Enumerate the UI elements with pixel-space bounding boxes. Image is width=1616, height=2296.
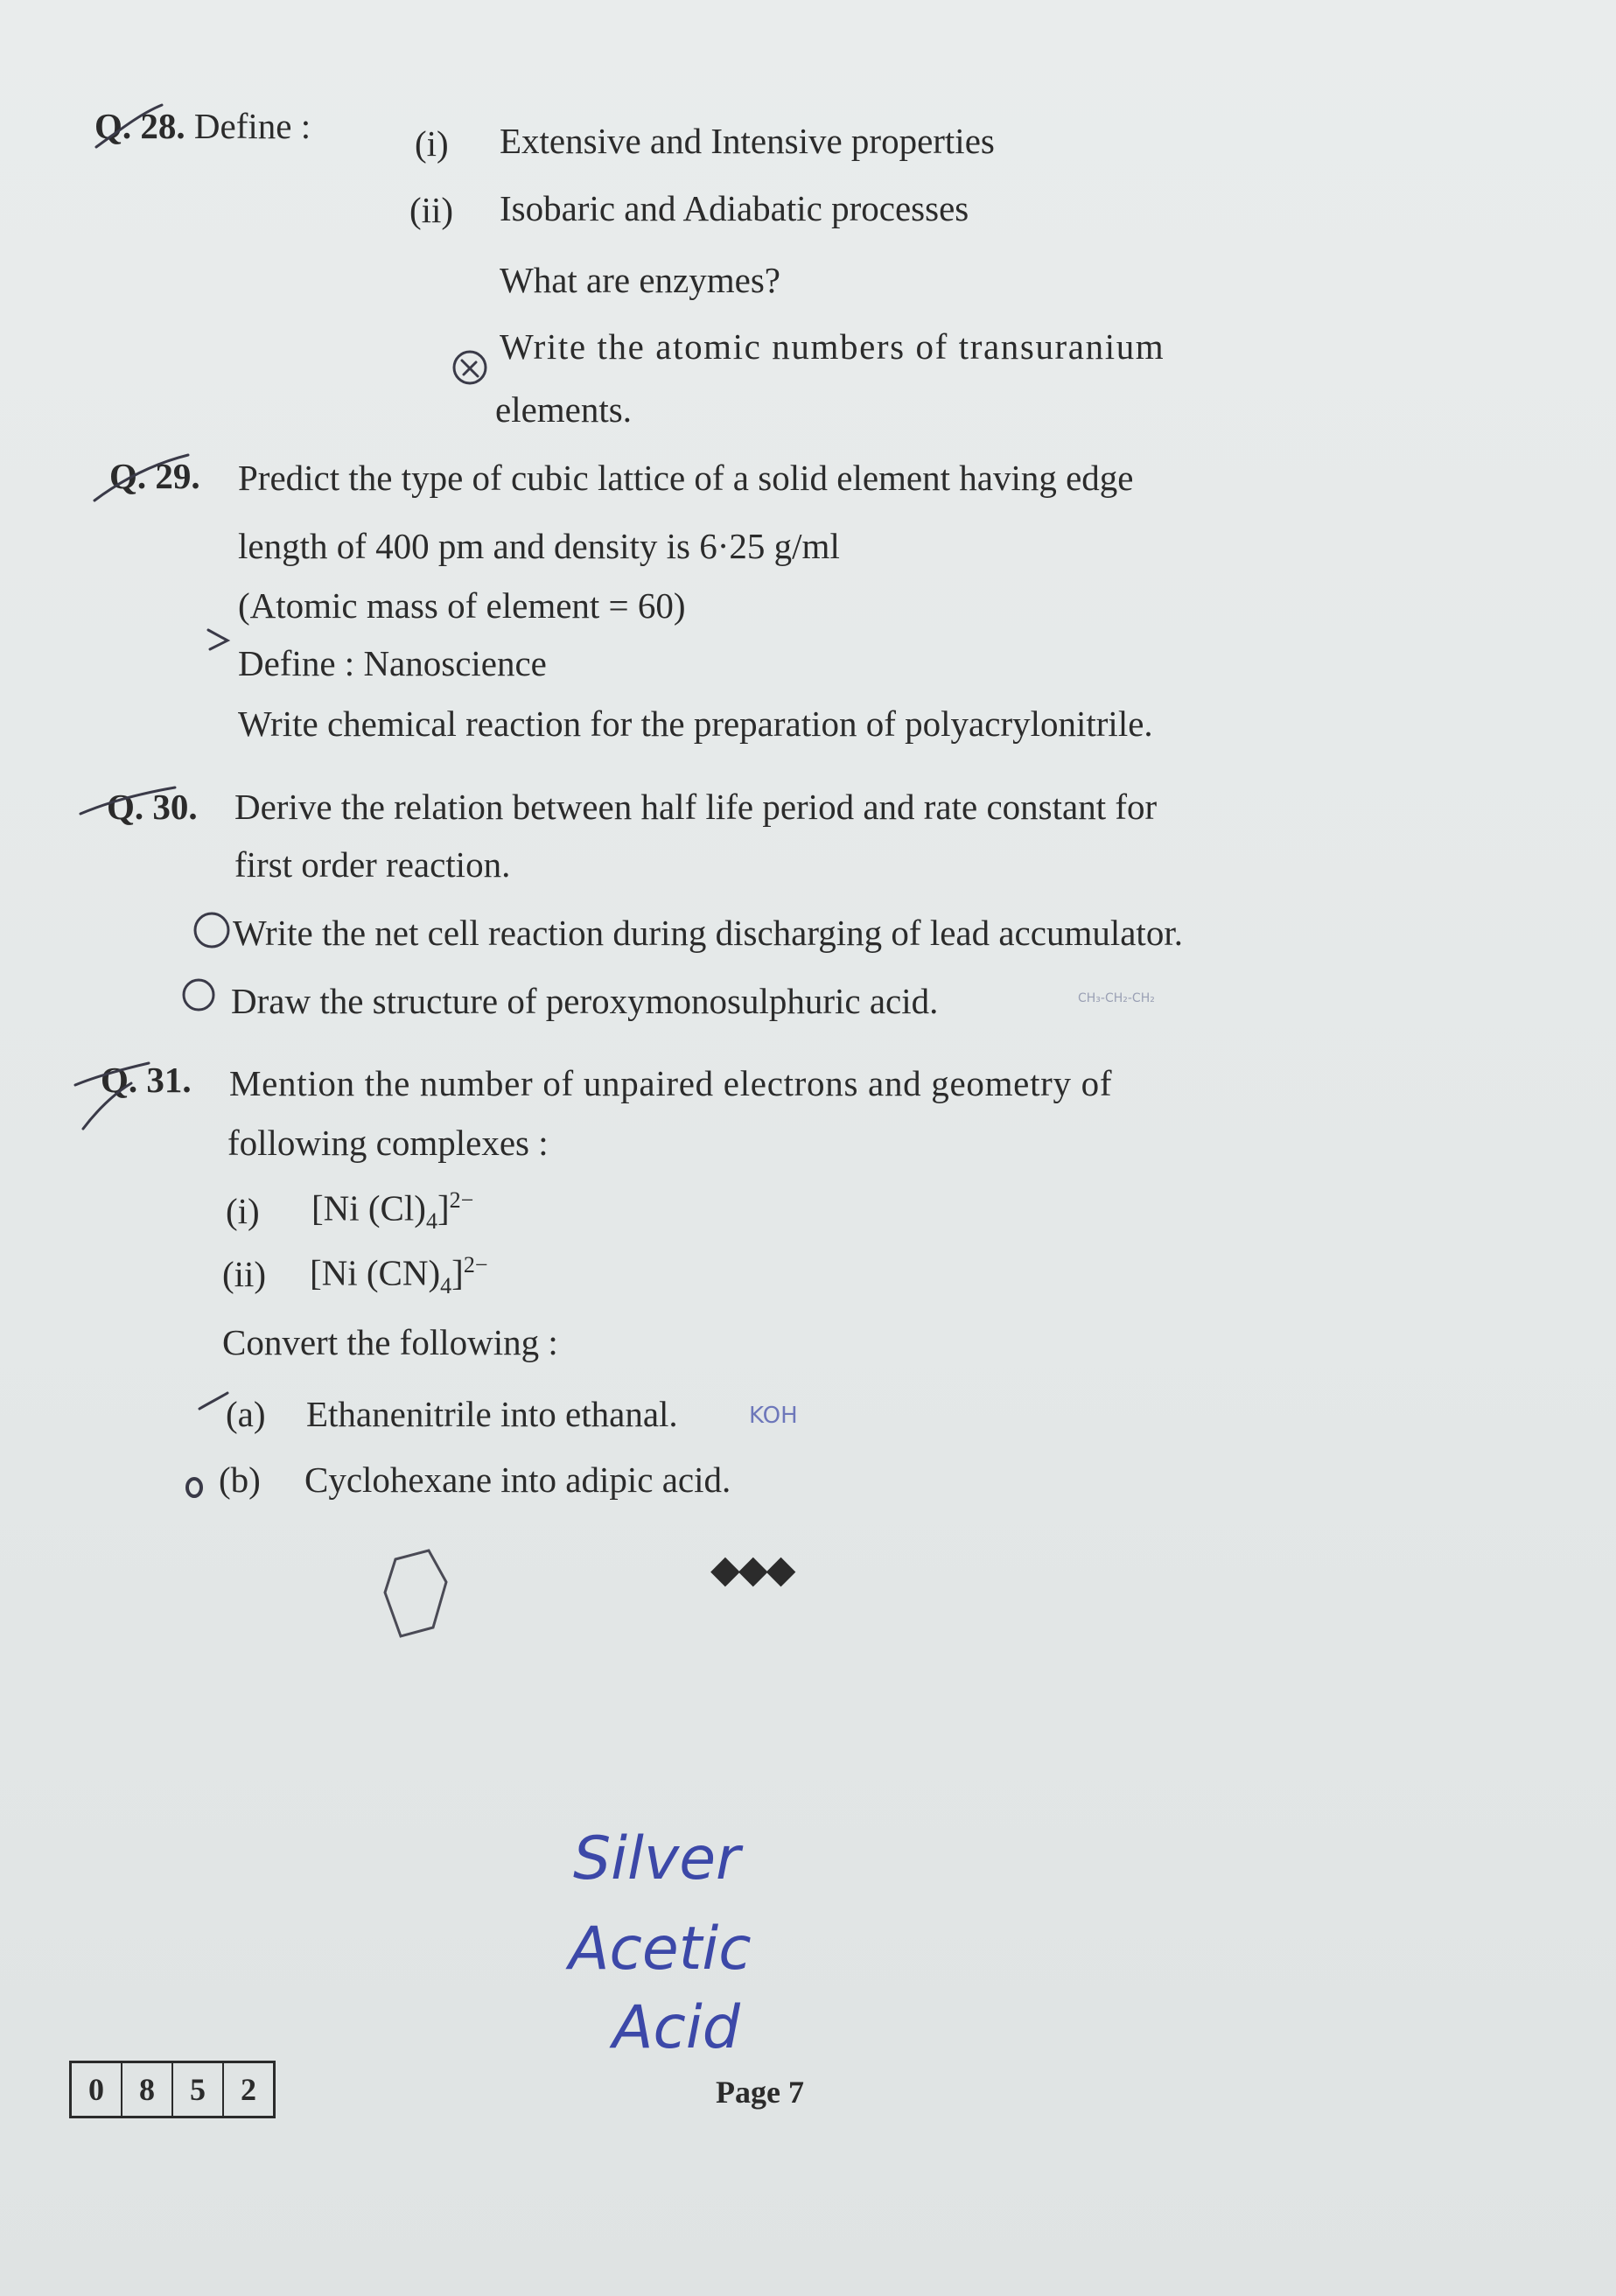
- question-line: Convert the following :: [222, 1322, 558, 1362]
- handwritten-answer: Acetic: [569, 1914, 752, 1984]
- item-number: (ii): [409, 190, 454, 230]
- question-line: length of 400 pm and density is 6·25 g/ml: [238, 526, 840, 566]
- circle-mark: [184, 980, 213, 1010]
- item-text: Ethanenitrile into ethanal.: [306, 1394, 678, 1434]
- question-line: elements.: [495, 389, 632, 430]
- question-line: first order reaction.: [234, 844, 511, 885]
- item-text: Isobaric and Adiabatic processes: [500, 188, 969, 228]
- tick-mark: [75, 1063, 149, 1085]
- question-line: Write the net cell reaction during discharging of lead accumulator.: [233, 913, 1183, 953]
- end-of-section-marks: ◆◆◆: [710, 1548, 794, 1591]
- question-line: Mention the number of unpaired electrons and geometry of: [229, 1063, 1113, 1103]
- question-number: Q. 28.: [94, 106, 185, 146]
- code-digit: 5: [171, 2063, 222, 2116]
- item-number: (ii): [222, 1254, 267, 1294]
- handwritten-note: KOH: [749, 1403, 798, 1429]
- item-number: (a): [226, 1394, 266, 1434]
- tick-mark: [96, 105, 162, 147]
- code-digit: 2: [222, 2063, 273, 2116]
- tick-mark: [83, 1083, 131, 1129]
- question-line: Predict the type of cubic lattice of a solid element having edge: [238, 458, 1134, 498]
- question-line: Write chemical reaction for the preparation of polyacrylonitrile.: [238, 704, 1153, 744]
- circle-mark: [462, 360, 478, 376]
- question-number: Q. 31.: [101, 1060, 192, 1100]
- question-line: Define : Nanoscience: [238, 643, 547, 683]
- question-line: following complexes :: [227, 1123, 549, 1163]
- handwritten-answer: Silver: [573, 1824, 740, 1894]
- tick-mark: [80, 788, 175, 814]
- page-number: Page 7: [716, 2075, 804, 2110]
- question-line: (Atomic mass of element = 60): [238, 585, 686, 626]
- code-digit: 0: [88, 2072, 104, 2107]
- item-number: (i): [415, 123, 449, 164]
- faint-pencil-note: CH₃-CH₂-CH₂: [1078, 991, 1155, 1005]
- tick-mark: [208, 630, 227, 649]
- handwritten-answer: Acid: [612, 1993, 740, 2062]
- question-line: Write the atomic numbers of transuranium: [500, 326, 1165, 367]
- hexagon-drawing: [385, 1550, 446, 1636]
- circle-mark: [195, 914, 228, 947]
- define-label: Define :: [193, 106, 311, 146]
- question-number: Q. 29.: [109, 456, 200, 496]
- item-number: (b): [219, 1460, 261, 1500]
- question-line: Derive the relation between half life period and rate constant for: [234, 787, 1158, 827]
- item-text: Extensive and Intensive properties: [500, 121, 995, 161]
- question-line: Draw the structure of peroxymonosulphuric acid.: [231, 981, 939, 1021]
- item-number: (i): [226, 1191, 260, 1231]
- tick-mark: [199, 1393, 227, 1409]
- item-text: Cyclohexane into adipic acid.: [304, 1460, 731, 1500]
- dot-mark: [187, 1479, 201, 1496]
- question-number: Q. 30.: [107, 787, 198, 827]
- question-line: What are enzymes?: [500, 260, 780, 300]
- complex-formula: [Ni $(CN)_4]^{2-}$: [310, 1252, 488, 1298]
- complex-formula: [Ni $(Cl)_4]^{2-}$: [311, 1187, 474, 1234]
- code-digit: 8: [121, 2063, 171, 2116]
- tick-mark: [94, 455, 188, 500]
